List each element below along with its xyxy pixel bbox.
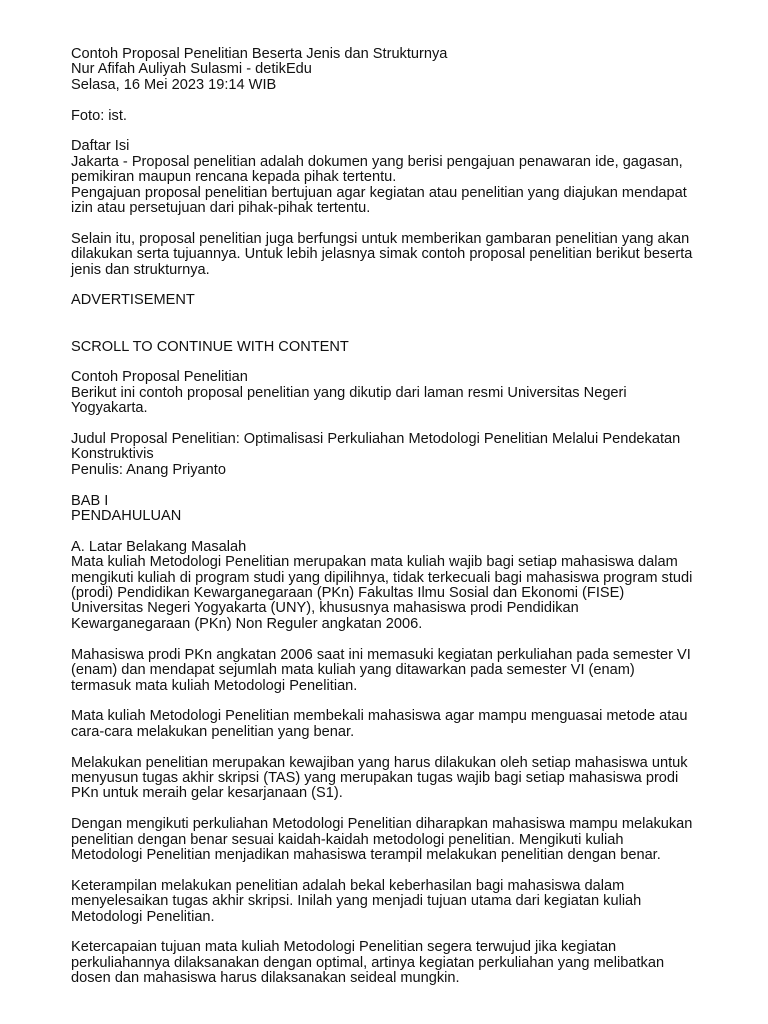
document-page [71,47,731,987]
chapter-number: BAB I [71,492,109,509]
article-author: Nur Afifah Auliyah Sulasmi - detikEdu [71,61,312,78]
body-paragraph-1: Mata kuliah Metodologi Penelitian merupakan mata kuliah wajib bagi setiap mahasiswa dalam mengikuti kuliah di program studi yang dipilihnya, tidak terkecuali bagi mahasiswa program studi (prodi) Pendidikan Kewarganegaraan (PKn) Fakultas Ilmu Sosial dan Ekonomi (FISE) Universitas Negeri Yogyakarta (UNY), khususnya mahasiswa prodi Pendidikan Kewarganegaraan (PKn) Non Reguler angkatan 2006. [71,554,693,632]
advertisement-label: ADVERTISEMENT [71,292,195,309]
photo-credit: Foto: ist. [71,107,127,124]
article-date: Selasa, 16 Mei 2023 19:14 WIB [71,76,277,93]
intro-paragraph-3: Selain itu, proposal penelitian juga berfungsi untuk memberikan gambaran penelitian yang akan dilakukan serta tujuannya. Untuk lebih jelasnya simak contoh proposal penelitian berikut beserta jenis dan strukturnya. [71,230,693,278]
article-title: Contoh Proposal Penelitian Beserta Jenis dan Strukturnya [71,46,448,62]
subsection-heading: A. Latar Belakang Masalah [71,538,247,555]
body-paragraph-7: Ketercapaian tujuan mata kuliah Metodologi Penelitian segera terwujud jika kegiatan perkuliahannya dilaksanakan dengan optimal, artinya kegiatan perkuliahan yang melibatkan dosen dan mahasiswa harus dilaksanakan seideal mungkin. [71,939,665,987]
section-heading: Contoh Proposal Penelitian [71,369,248,386]
scroll-notice: SCROLL TO CONTINUE WITH CONTENT [71,338,349,355]
proposal-author: Penulis: Anang Priyanto [71,461,226,478]
chapter-title: PENDAHULUAN [71,508,182,525]
article-header [71,47,731,93]
body-paragraph-2: Mahasiswa prodi PKn angkatan 2006 saat ini memasuki kegiatan perkuliahan pada semester VI (enam) dan mendapat sejumlah mata kuliah yang ditawarkan pada semester VI (enam) termasuk mata kuliah Metodologi Penelitian. [71,646,691,694]
intro-paragraph-1: Jakarta - Proposal penelitian adalah dokumen yang berisi pengajuan penawaran ide, gagasan, pemikiran maupun rencana kepada pihak tertentu. [71,153,683,186]
proposal-title: Judul Proposal Penelitian: Optimalisasi Perkuliahan Metodologi Penelitian Melalui Pendekatan Konstruktivis [71,431,681,463]
body-paragraph-4: Melakukan penelitian merupakan kewajiban yang harus dilakukan oleh setiap mahasiswa untuk menyusun tugas akhir skripsi (TAS) yang merupakan tugas wajib bagi setiap mahasiswa prodi PKn untuk meraih gelar kesarjanaan (S1). [71,754,688,802]
body-paragraph-6: Keterampilan melakukan penelitian adalah bekal keberhasilan bagi mahasiswa dalam menyelesaikan tugas akhir skripsi. Inilah yang menjadi tujuan utama dari kegiatan kuliah Metodologi Penelitian. [71,877,642,925]
intro-paragraph-2: Pengajuan proposal penelitian bertujuan agar kegiatan atau penelitian yang diajukan mendapat izin atau persetujuan dari pihak-pihak tertentu. [71,184,687,217]
body-paragraph-3: Mata kuliah Metodologi Penelitian membekali mahasiswa agar mampu menguasai metode atau cara-cara melakukan penelitian yang benar. [71,708,688,740]
toc-label: Daftar Isi [71,138,130,155]
section-intro: Berikut ini contoh proposal penelitian yang dikutip dari laman resmi Universitas Negeri Yogyakarta. [71,384,627,417]
body-paragraph-5: Dengan mengikuti perkuliahan Metodologi Penelitian diharapkan mahasiswa mampu melakukan penelitian dengan benar sesuai kaidah-kaidah metodologi penelitian. Mengikuti kuliah Metodologi Penelitian menjadikan mahasiswa terampil melakukan penelitian dengan benar. [71,816,693,863]
